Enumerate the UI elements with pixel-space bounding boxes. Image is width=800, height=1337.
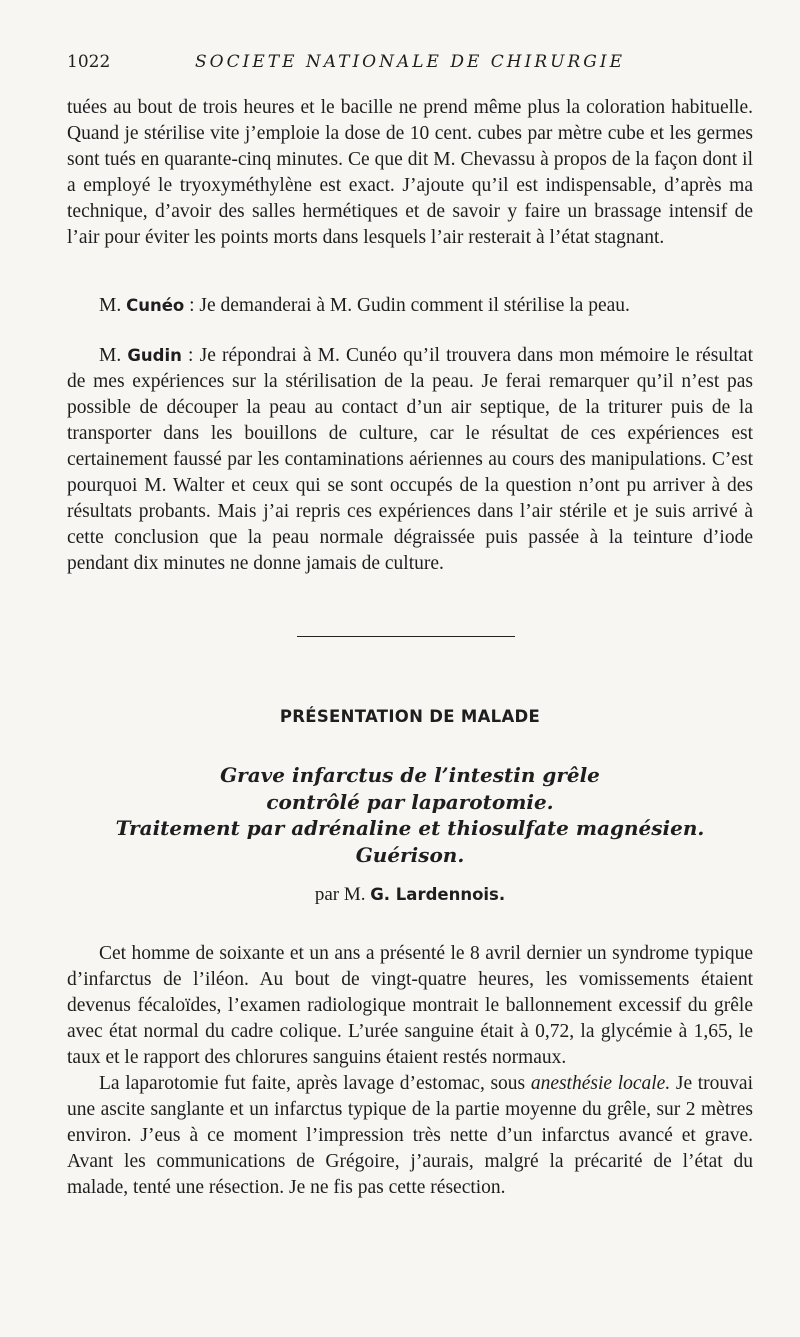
case-report [67, 941, 753, 1201]
section-divider [297, 636, 515, 637]
title-line: Grave infarctus de l’intestin grêle [220, 763, 600, 787]
page-number: 1022 [67, 52, 111, 72]
reply-text: : Je répondrai à M. Cunéo qu’il trouvera dans mon mémoire le résultat de mes expériences sur la stérilisation de la peau. Je ferai remarquer qu’il n’est pas possible de découper la peau au contact d’un air septique, de la triturer puis de la transporter dans les bouillons de culture, car le résultat de ces expériences est certainement faussé par les contaminations aériennes au cours des manipulations. C’est pourquoi M. Walter et ceux qui se sont occupés de la question n’ont pu arriver à des résultats probants. Mais j’ai repris ces expériences dans l’air stérile et je suis arrivé à cette conclusion que la peau normale dégraissée puis passée à la teinture d’iode pendant dix minutes ne donne jamais de culture. [67, 345, 754, 574]
author-name: G. Lardennois. [370, 885, 506, 904]
speaker-name: Gudin [127, 346, 182, 365]
case-paragraph-2 [67, 1071, 753, 1201]
speaker-title: M. [99, 345, 128, 366]
paragraph-text: Je trouvai une ascite sanglante et un infarctus typique de la partie moyenne du grêle, sur 2 mètres environ. J’eus à ce moment l’impression très nette d’un infarctus avancé et grave. Avant les communications de Grégoire, j’aurais, malgré la précarité de l’état du malade, tenté une résection. Je ne fis pas cette résection. [67, 1073, 754, 1198]
speaker-title: M. [99, 295, 127, 316]
section-heading: PRÉSENTATION DE MALADE [279, 707, 541, 726]
article-title [67, 762, 753, 868]
gudin-reply [67, 343, 753, 577]
paragraph [67, 343, 753, 577]
remark-text: : Je demanderai à M. Gudin comment il stérilise la peau. [184, 295, 630, 316]
byline [67, 884, 753, 906]
title-line: Traitement par adrénaline et thiosulfate magnésien. [115, 816, 705, 840]
paragraph-text: La laparotomie fut faite, après lavage d’estomac, sous [99, 1073, 531, 1094]
running-head [67, 52, 753, 74]
speaker-name: Cunéo [126, 296, 185, 315]
paragraph [67, 293, 753, 319]
paragraph-text: tuées au bout de trois heures et le bacille ne prend même plus la coloration habituelle. Quand je stérilise vite j’emploie la dose de 10 cent. cubes par mètre cube et les germes sont tués en quarante-cinq minutes. Ce que dit M. Chevassu à propos de la façon dont il a employé le tryoxyméthylène est exact. J’ajoute qu’il est indispensable, d’après ma technique, d’avoir des salles hermétiques et de savoir y faire un brassage intensif de l’air pour éviter les points morts dans lesquels l’air resterait à l’état stagnant. [67, 97, 753, 248]
italic-text: anesthésie locale. [530, 1073, 671, 1094]
journal-title: SOCIETE NATIONALE DE CHIRURGIE [195, 52, 625, 72]
title-line: Guérison. [355, 842, 465, 867]
discussion-paragraph [67, 95, 753, 251]
byline-prefix: par M. [314, 884, 371, 905]
cuneo-remark [67, 293, 753, 319]
case-paragraph-1: Cet homme de soixante et un ans a présenté le 8 avril dernier un syndrome typique d’infarctus de l’iléon. Au bout de vingt-quatre heures, les vomissements étaient devenus fécaloïdes, l’examen radiologique montrait le ballonnement excessif du grêle avec état normal du cadre colique. L’urée sanguine était à 0,72, la glycémie à 1,65, le taux et le rapport des chlorures sanguins étaient restés normaux. [67, 943, 753, 1068]
title-line: contrôlé par laparotomie. [266, 789, 554, 814]
